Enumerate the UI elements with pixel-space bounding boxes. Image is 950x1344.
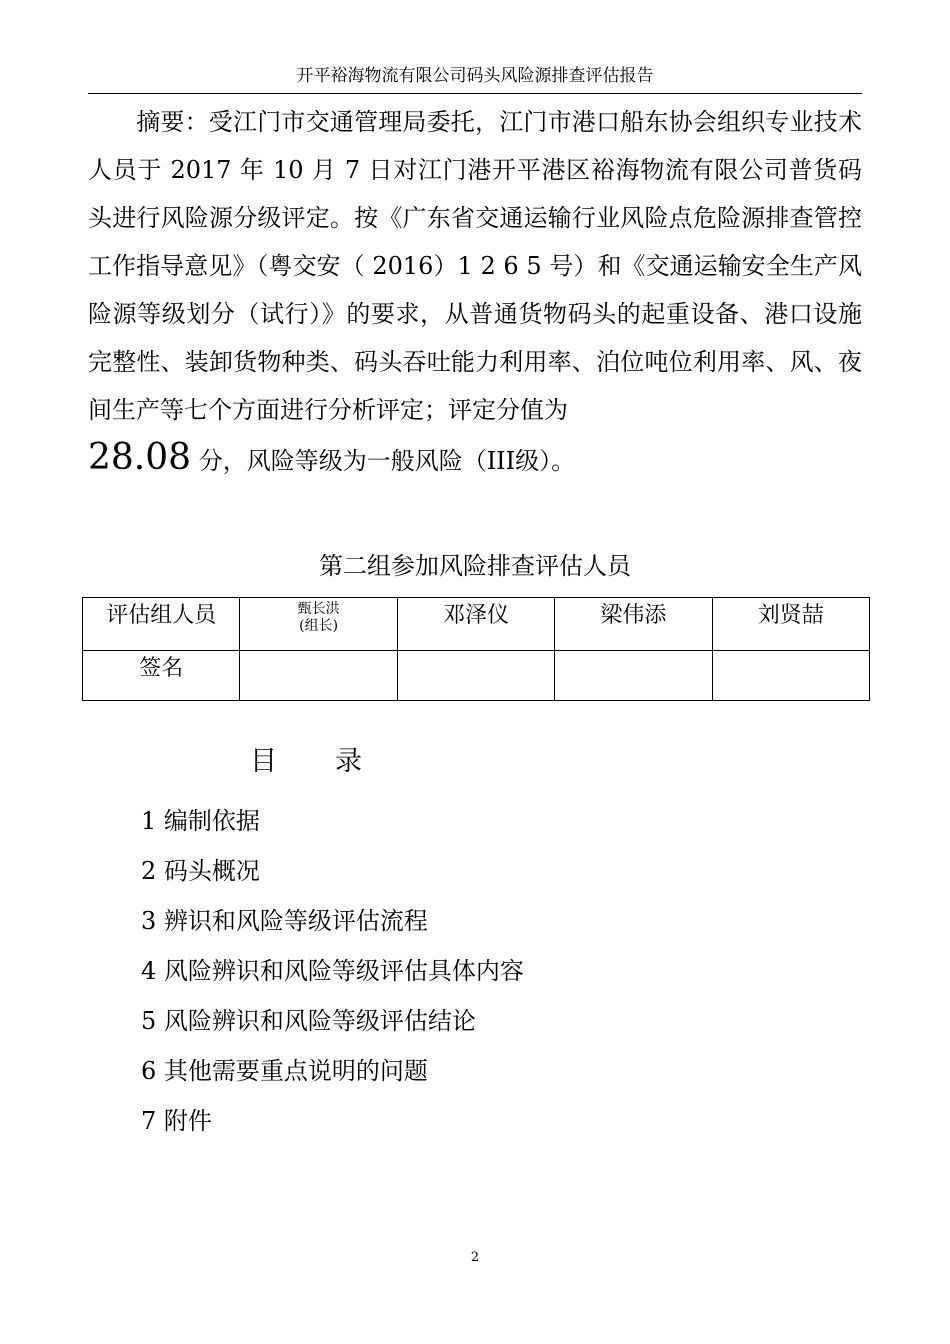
member-role: (组长) [299,618,339,634]
team-row-label: 评估组人员 [83,598,240,651]
header-divider [88,93,862,94]
abstract-text: 摘要：受江门市交通管理局委托，江门市港口船东协会组织专业技术人员于 2017 年 10 月 7 日对江门港开平港区裕海物流有限公司普货码头进行风险源分级评定。按《广东省交通运输行业风险点危险源排查管控工作指导意见》（粤交安（ 2016）1 2 6 5 号）和《交通运输安全生产风险源等级划分（试行）》的要求，从普通货物码头的起重设备、港口设施完整性、装卸货物种类、码头吞吐能力利用率、泊位吨位利用率、风、夜间生产等七个方面进行分析评定；评定分值为 [88,108,862,424]
signature-cell[interactable] [240,651,397,701]
toc-item[interactable]: 2 码头概况 [141,857,260,885]
team-members-row [83,598,870,651]
toc-title [250,744,362,780]
running-header: 开平裕海物流有限公司码头风险源排查评估报告 [296,66,654,86]
signature-cell[interactable] [555,651,712,701]
toc-item[interactable]: 4 风险辨识和风险等级评估具体内容 [141,957,524,985]
signature-cell[interactable] [397,651,554,701]
signature-label: 签名 [83,651,240,701]
toc-title-char: 目 [250,746,277,777]
abstract-conclusion: 分，风险等级为一般风险（III级）。 [191,447,576,475]
abstract-paragraph [88,98,862,485]
signature-row [83,651,870,701]
team-member: 梁伟添 [555,598,712,651]
team-member-leader [240,598,397,651]
toc-item[interactable]: 6 其他需要重点说明的问题 [141,1057,428,1085]
table-of-contents [141,796,524,1146]
team-table [82,597,870,701]
toc-item[interactable]: 5 风险辨识和风险等级评估结论 [141,1007,476,1035]
team-member: 刘贤喆 [712,598,869,651]
toc-item[interactable]: 3 辨识和风险等级评估流程 [141,907,428,935]
toc-item[interactable]: 1 编制依据 [141,807,260,835]
team-member: 邓泽仪 [397,598,554,651]
signature-cell[interactable] [712,651,869,701]
team-title: 第二组参加风险排查评估人员 [319,552,631,580]
page-number: 2 [470,1250,480,1265]
toc-title-char: 录 [335,746,362,777]
abstract-score: 28.08 [88,437,192,478]
toc-item[interactable]: 7 附件 [141,1107,212,1135]
member-name: 甄长洪 [297,601,340,617]
